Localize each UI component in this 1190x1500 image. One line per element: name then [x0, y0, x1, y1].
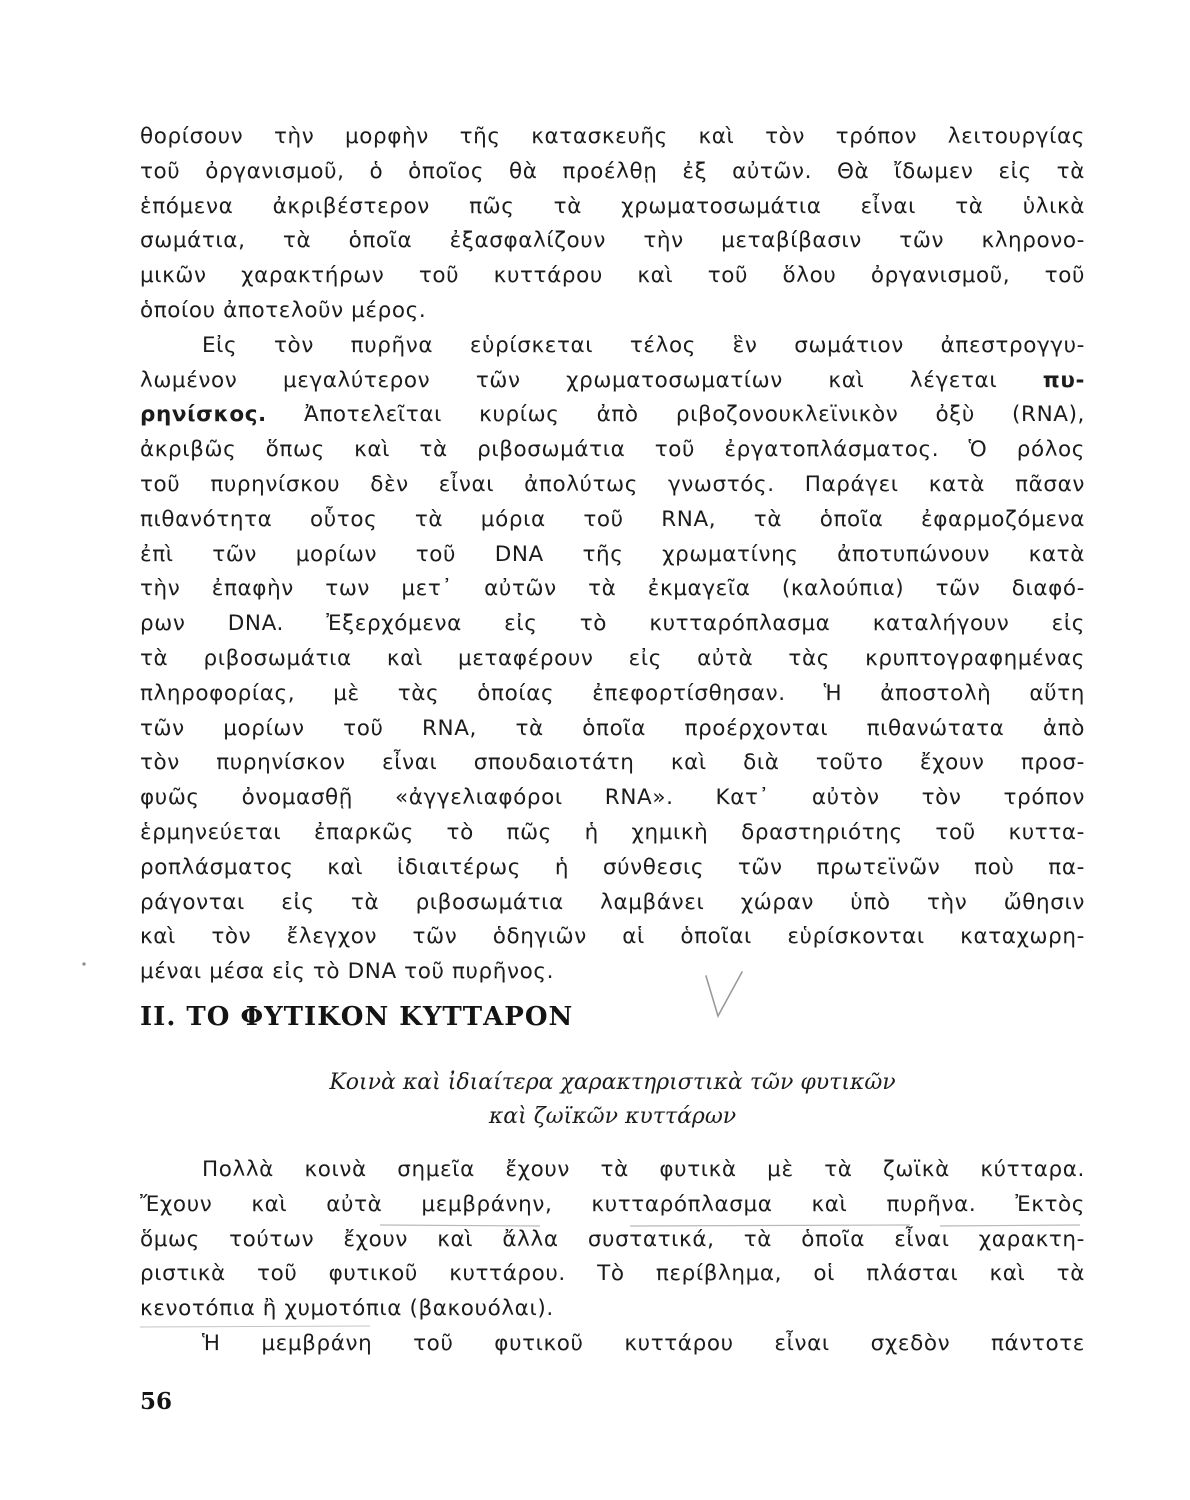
text-line: Εἰς τὸν πυρῆνα εὑρίσκεται τέλος ἓν σωμάτιον ἀπεστρογγυ-: [202, 332, 1085, 358]
page-number: 56: [140, 1388, 173, 1415]
text-line: φυῶς ὀνομασθῇ «ἀγγελιαφόροι RNA». Κατ᾽ αὐτὸν τὸν τρόπον: [140, 785, 1085, 811]
text-line: ράγονται εἰς τὰ ριβοσωμάτια λαμβάνει χώραν ὑπὸ τὴν ὤθησιν: [140, 889, 1085, 915]
text-line: πιθανότητα οὗτος τὰ μόρια τοῦ RNA, τὰ ὁποῖα ἐφαρμοζόμενα: [140, 506, 1085, 532]
text-line: ἑπόμενα ἀκριβέστερον πῶς τὰ χρωματοσωμάτια εἶναι τὰ ὑλικὰ: [140, 193, 1085, 219]
text-line: ριστικὰ τοῦ φυτικοῦ κυττάρου. Τὸ περίβλημα, οἱ πλάσται καὶ τὰ: [140, 1261, 1085, 1287]
term-nucleolus-part1: πυ-: [1042, 367, 1085, 393]
text-line: τὴν ἐπαφὴν των μετ᾽ αὐτῶν τὰ ἐκμαγεῖα (καλούπια) τῶν διαφό-: [140, 576, 1085, 602]
ink-speck-icon: [80, 960, 88, 968]
text-line: ἐπὶ τῶν μορίων τοῦ DNA τῆς χρωματίνης ἀποτυπώνουν κατὰ: [140, 541, 1085, 567]
text-line: ὁποίου ἀποτελοῦν μέρος.: [140, 297, 427, 323]
text-line: [140, 398, 1085, 433]
text-line: τοῦ πυρηνίσκου δὲν εἶναι ἀπολύτως γνωστός. Παράγει κατὰ πᾶσαν: [140, 471, 1085, 497]
section-heading: II. ΤΟ ΦΥΤΙΚΟΝ ΚΥΤΤΑΡΟΝ: [140, 1002, 574, 1032]
text-line: καὶ τὸν ἔλεγχον τῶν ὁδηγιῶν αἱ ὁποῖαι εὑρίσκονται καταχωρη-: [140, 924, 1085, 950]
text-line: ρων DNA. Ἐξερχόμενα εἰς τὸ κυτταρόπλασμα καταλήγουν εἰς: [140, 611, 1085, 637]
text-line: Ἔχουν καὶ αὐτὰ μεμβράνην, κυτταρόπλασμα καὶ πυρῆνα. Ἐκτὸς: [140, 1191, 1085, 1217]
text-line: ὅμως τούτων ἔχουν καὶ ἄλλα συστατικά, τὰ ὁποῖα εἶναι χαρακτη-: [140, 1226, 1085, 1252]
term-nucleolus-part2: ρηνίσκος.: [140, 402, 267, 428]
text-line: σωμάτια, τὰ ὁποῖα ἐξασφαλίζουν τὴν μεταβίβασιν τῶν κληρονο-: [140, 228, 1085, 254]
plant-cell-text-block: [140, 1153, 1085, 1362]
text-line: τὸν πυρηνίσκον εἶναι σπουδαιοτάτη καὶ διὰ τοῦτο ἔχουν προσ-: [140, 750, 1085, 776]
subheading-line: καὶ ζωϊκῶν κυττάρων: [488, 1104, 737, 1129]
text-line: πληροφορίας, μὲ τὰς ὁποίας ἐπεφορτίσθησαν. Ἡ ἀποστολὴ αὕτη: [140, 680, 1085, 706]
text-line: ἀκριβῶς ὅπως καὶ τὰ ριβοσωμάτια τοῦ ἐργατοπλάσματος. Ὁ ρόλος: [140, 437, 1085, 463]
text-fragment: λωμένον μεγαλύτερον τῶν χρωματοσωματίων καὶ λέγεται: [140, 367, 1043, 393]
text-line: τὰ ριβοσωμάτια καὶ μεταφέρουν εἰς αὐτὰ τὰς κρυπτογραφημένας: [140, 645, 1085, 671]
subsection-heading: [140, 1066, 1085, 1134]
text-line: κενοτόπια ἢ χυμοτόπια (βακουόλαι).: [140, 1296, 554, 1322]
text-line: Πολλὰ κοινὰ σημεῖα ἔχουν τὰ φυτικὰ μὲ τὰ ζωϊκὰ κύτταρα.: [202, 1157, 1085, 1182]
text-line: μικῶν χαρακτήρων τοῦ κυττάρου καὶ τοῦ ὅλου ὀργανισμοῦ, τοῦ: [140, 263, 1085, 289]
text-line: Ἡ μεμβράνη τοῦ φυτικοῦ κυττάρου εἶναι σχεδὸν πάντοτε: [202, 1330, 1085, 1356]
text-fragment: Ἀποτελεῖται κυρίως ἀπὸ ριβοζονουκλεϊνικὸν ὀξὺ (RNA),: [266, 402, 1085, 428]
text-line: τοῦ ὀργανισμοῦ, ὁ ὁποῖος θὰ προέλθῃ ἐξ αὐτῶν. Θὰ ἴδωμεν εἰς τὰ: [140, 158, 1085, 184]
main-text-block: [140, 120, 1085, 990]
text-line: [140, 364, 1085, 399]
text-line: τῶν μορίων τοῦ RNA, τὰ ὁποῖα προέρχονται πιθανώτατα ἀπὸ: [140, 715, 1085, 741]
text-line: ἑρμηνεύεται ἐπαρκῶς τὸ πῶς ἡ χημικὴ δραστηριότης τοῦ κυττα-: [140, 819, 1085, 845]
text-line: ροπλάσματος καὶ ἰδιαιτέρως ἡ σύνθεσις τῶν πρωτεϊνῶν ποὺ πα-: [140, 854, 1085, 880]
subheading-line: Κοινὰ καὶ ἰδιαίτερα χαρακτηριστικὰ τῶν φυτικῶν: [329, 1070, 896, 1095]
text-line: θορίσουν τὴν μορφὴν τῆς κατασκευῆς καὶ τὸν τρόπον λειτουργίας: [140, 124, 1085, 149]
text-line: μέναι μέσα εἰς τὸ DNA τοῦ πυρῆνος.: [140, 959, 555, 985]
